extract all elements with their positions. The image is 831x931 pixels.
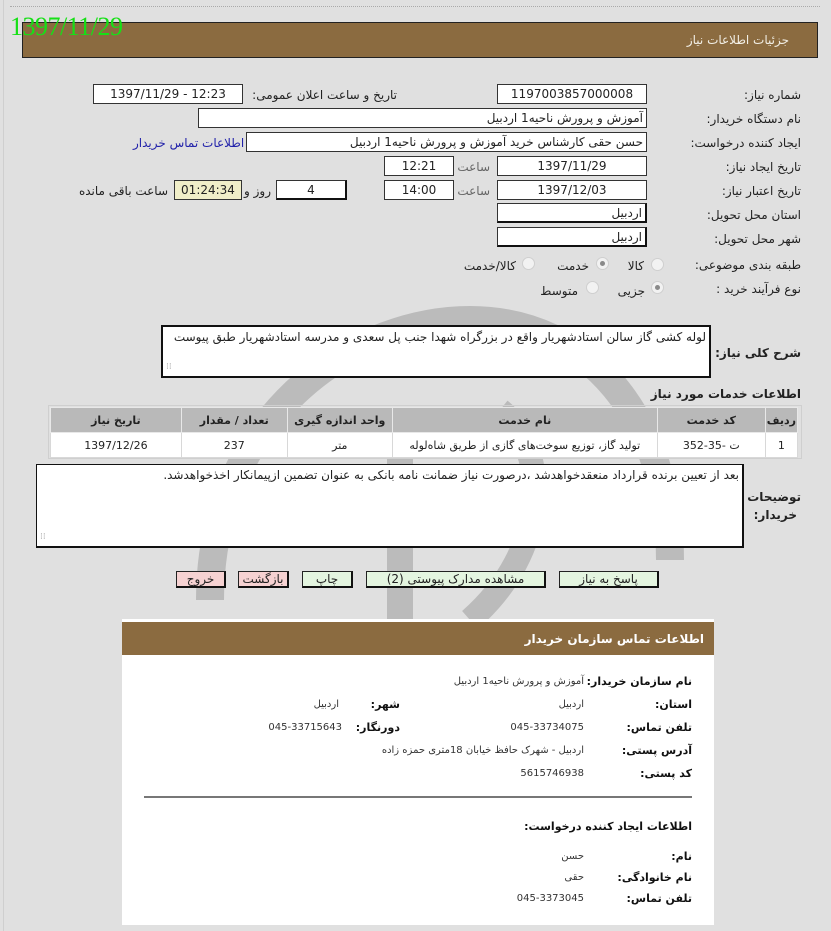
created-date-label: تاریخ ایجاد نیاز: bbox=[725, 160, 801, 174]
created-time-label: ساعت bbox=[457, 160, 490, 174]
category-goods-label: کالا bbox=[627, 259, 644, 273]
respond-button[interactable]: پاسخ به نیاز bbox=[559, 571, 659, 588]
buyer-notes-textarea[interactable] bbox=[36, 464, 744, 548]
buyer-contact-panel bbox=[122, 619, 714, 925]
cell-service-code: ت -35-352 bbox=[657, 433, 765, 458]
description-label: شرح کلی نیاز: bbox=[715, 346, 801, 360]
exit-button[interactable]: خروج bbox=[176, 571, 226, 588]
validity-time-field: 14:00 bbox=[384, 180, 454, 200]
date-stamp: 1397/11/29 bbox=[10, 12, 123, 41]
province-value: اردبیل bbox=[558, 699, 584, 710]
col-service-code: کد خدمت bbox=[657, 408, 765, 433]
validity-time-label: ساعت bbox=[457, 184, 490, 198]
col-quantity: تعداد / مقدار bbox=[181, 408, 287, 433]
description-text: لوله کشی گاز سالن استادشهریار واقع در بزرگراه شهدا جنب پل سعدی و مدرسه استادشهریار طبق پیوست bbox=[173, 330, 706, 344]
postal-code-value: 5615746938 bbox=[520, 768, 584, 779]
announce-field: 1397/11/29 - 12:23 bbox=[93, 84, 243, 104]
created-date-field: 1397/11/29 bbox=[497, 156, 647, 176]
city-label: شهر محل تحویل: bbox=[714, 232, 801, 246]
province-label: استان محل تحویل: bbox=[706, 208, 801, 222]
purchase-medium-radio[interactable] bbox=[586, 281, 599, 294]
buyer-notes-label-2: خریدار: bbox=[753, 508, 797, 522]
postal-code-label: کد پستی: bbox=[640, 767, 692, 780]
creator-field: حسن حقی کارشناس خرید آموزش و پرورش ناحیه1 اردبیل bbox=[246, 132, 647, 152]
buyer-contact-link[interactable]: اطلاعات تماس خریدار bbox=[133, 136, 245, 150]
resize-grip-icon[interactable]: ⁞⁞ bbox=[40, 532, 46, 542]
table-row bbox=[51, 433, 798, 458]
print-button[interactable]: چاپ bbox=[302, 571, 353, 588]
page-title: جزئیات اطلاعات نیاز bbox=[686, 33, 789, 47]
back-button[interactable]: بازگشت bbox=[238, 571, 289, 588]
days-label: روز و bbox=[244, 184, 271, 198]
creator-phone-value: 045-3373045 bbox=[516, 893, 584, 904]
days-remaining-field: 4 bbox=[276, 180, 347, 200]
category-label: طبقه بندی موضوعی: bbox=[694, 258, 801, 272]
buyer-org-label: نام دستگاه خریدار: bbox=[706, 112, 801, 126]
fax-value: 045-33715643 bbox=[268, 722, 342, 733]
col-unit: واحد اندازه گیری bbox=[287, 408, 392, 433]
category-goods-service-label: کالا/خدمت bbox=[463, 259, 516, 273]
description-textarea[interactable] bbox=[161, 325, 711, 378]
cell-row-number: 1 bbox=[765, 433, 797, 458]
address-value: اردبیل - شهرک حافظ خیابان 18متری حمزه زاده bbox=[381, 745, 584, 756]
category-goods-radio[interactable] bbox=[651, 258, 664, 271]
purchase-medium-label: متوسط bbox=[540, 284, 578, 298]
purchase-partial-label: جزیی bbox=[617, 284, 645, 298]
need-number-label: شماره نیاز: bbox=[744, 88, 801, 102]
creator-section-title: اطلاعات ایجاد کننده درخواست: bbox=[524, 820, 692, 833]
purchase-type-label: نوع فرآیند خرید : bbox=[716, 282, 801, 296]
services-title: اطلاعات خدمات مورد نیاز bbox=[650, 387, 801, 401]
creator-name-label: نام: bbox=[671, 850, 692, 863]
buyer-notes-label-1: توضیحات bbox=[747, 490, 801, 504]
resize-grip-icon[interactable]: ⁞⁞ bbox=[166, 362, 172, 372]
announce-label: تاریخ و ساعت اعلان عمومی: bbox=[252, 88, 397, 102]
table-header-row bbox=[51, 408, 798, 433]
col-row-number: ردیف bbox=[765, 408, 797, 433]
cell-unit: متر bbox=[287, 433, 392, 458]
creator-name-value: حسن bbox=[561, 851, 584, 862]
category-service-radio[interactable] bbox=[596, 257, 609, 270]
buyer-org-field: آموزش و پرورش ناحیه1 اردبیل bbox=[198, 108, 647, 128]
org-label: نام سازمان خریدار: bbox=[586, 675, 692, 688]
contact-panel-title: اطلاعات تماس سازمان خریدار bbox=[524, 632, 704, 646]
city-field: اردبیل bbox=[497, 227, 647, 247]
creator-family-label: نام خانوادگی: bbox=[617, 871, 692, 884]
creator-family-value: حقی bbox=[564, 872, 584, 883]
buyer-notes-text: بعد از تعیین برنده قرارداد منعقدخواهدشد ،درصورت نیاز ضمانت نامه بانکی به عنوان تضمین ازپیمانکار اخذخواهدشد. bbox=[163, 468, 739, 482]
cell-quantity: 237 bbox=[181, 433, 287, 458]
cell-service-name: تولید گاز، توزیع سوخت‌های گازی از طریق شاه‌لوله bbox=[392, 433, 657, 458]
time-remaining-label: ساعت باقی مانده bbox=[78, 184, 168, 198]
category-goods-service-radio[interactable] bbox=[522, 257, 535, 270]
top-divider bbox=[10, 0, 820, 7]
need-number-field: 1197003857000008 bbox=[497, 84, 647, 104]
phone-label: تلفن تماس: bbox=[626, 721, 692, 734]
contact-panel-header bbox=[122, 622, 714, 655]
purchase-partial-radio[interactable] bbox=[651, 281, 664, 294]
section-divider bbox=[144, 796, 692, 798]
address-label: آدرس پستی: bbox=[621, 744, 692, 757]
province-field: اردبیل bbox=[497, 203, 647, 223]
category-service-label: خدمت bbox=[557, 259, 589, 273]
attachments-button[interactable]: مشاهده مدارک پیوستی (2) bbox=[366, 571, 546, 588]
col-need-date: تاریخ نیاز bbox=[51, 408, 182, 433]
city-value: اردبیل bbox=[313, 699, 339, 710]
col-service-name: نام خدمت bbox=[392, 408, 657, 433]
org-value: آموزش و پرورش ناحیه1 اردبیل bbox=[453, 676, 584, 687]
page-header bbox=[22, 22, 818, 58]
validity-date-field: 1397/12/03 bbox=[497, 180, 647, 200]
cell-need-date: 1397/12/26 bbox=[51, 433, 182, 458]
fax-label: دورنگار: bbox=[355, 721, 400, 734]
phone-value: 045-33734075 bbox=[510, 722, 584, 733]
creator-label: ایجاد کننده درخواست: bbox=[690, 136, 801, 150]
validity-date-label: تاریخ اعتبار نیاز: bbox=[721, 184, 801, 198]
created-time-field: 12:21 bbox=[384, 156, 454, 176]
city-label: شهر: bbox=[370, 698, 400, 711]
province-label: استان: bbox=[655, 698, 692, 711]
page-edge bbox=[3, 0, 4, 931]
time-remaining-field: 01:24:34 bbox=[174, 180, 242, 200]
services-table bbox=[50, 407, 798, 458]
creator-phone-label: تلفن تماس: bbox=[626, 892, 692, 905]
